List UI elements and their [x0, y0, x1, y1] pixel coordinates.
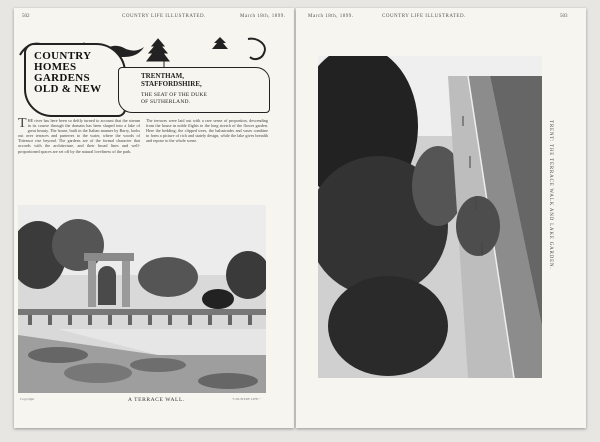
place-line-2: STAFFORDSHIRE,	[141, 80, 202, 88]
terrace-illustration	[18, 205, 266, 393]
page-number-left: 502	[22, 14, 30, 19]
seat-line-1: THE SEAT OF THE DUKE	[141, 92, 208, 98]
running-head-right: COUNTRY LIFE ILLUSTRATED.	[382, 14, 466, 19]
place-title	[141, 72, 202, 88]
page-number-right: 503	[560, 14, 568, 19]
date-left: March 18th, 1899.	[240, 14, 286, 19]
credit-right: "COUNTRY LIFE."	[232, 397, 261, 401]
date-right: March 18th, 1899.	[308, 14, 354, 19]
masthead-line-3: GARDENS	[34, 72, 90, 84]
lake-garden-photo	[318, 56, 542, 378]
title-panel	[24, 43, 126, 117]
title-scroll	[118, 67, 270, 113]
lake-garden-caption: TRENT: THE TERRACE WALK AND LAKE GARDEN.	[548, 120, 553, 270]
masthead-line-2: HOMES	[34, 61, 77, 73]
lake-garden-illustration	[318, 56, 542, 378]
masthead-line-1: COUNTRY	[34, 50, 92, 62]
article-text-col1: THE river has here been so deftly turned to account that the stream in its course through the domain has been shaped into a lake of great beauty. The house, built in the Italian manner by Barry, looks out over terraces and parterres to the water, where the woods of Tittensor rise beyond. The gardens are of the formal character that accords with the architecture, and their broad lines and well-proportioned spaces are set off by the natural loveliness of the park.	[18, 116, 140, 154]
terrace-photo-caption: A TERRACE WALL.	[128, 397, 185, 403]
running-head-left: COUNTRY LIFE ILLUSTRATED.	[122, 14, 206, 19]
place-line-1: TRENTHAM,	[141, 72, 184, 80]
credit-left: Copyright	[20, 397, 35, 401]
seat-line-2: OF SUTHERLAND.	[141, 99, 191, 105]
terrace-wall-photo	[18, 205, 266, 393]
masthead	[18, 35, 270, 115]
article-text-col2: The terraces were laid out with a rare sense of proportion, descending from the house in noble flights to the long stretch of the flower garden. Here the bedding, the clipped trees, the balustrades and vases combine to form a picture of rich and stately design, while the lake gives breadth and repose to the whole scene.	[146, 118, 268, 144]
masthead-line-4: OLD & NEW	[34, 83, 102, 95]
